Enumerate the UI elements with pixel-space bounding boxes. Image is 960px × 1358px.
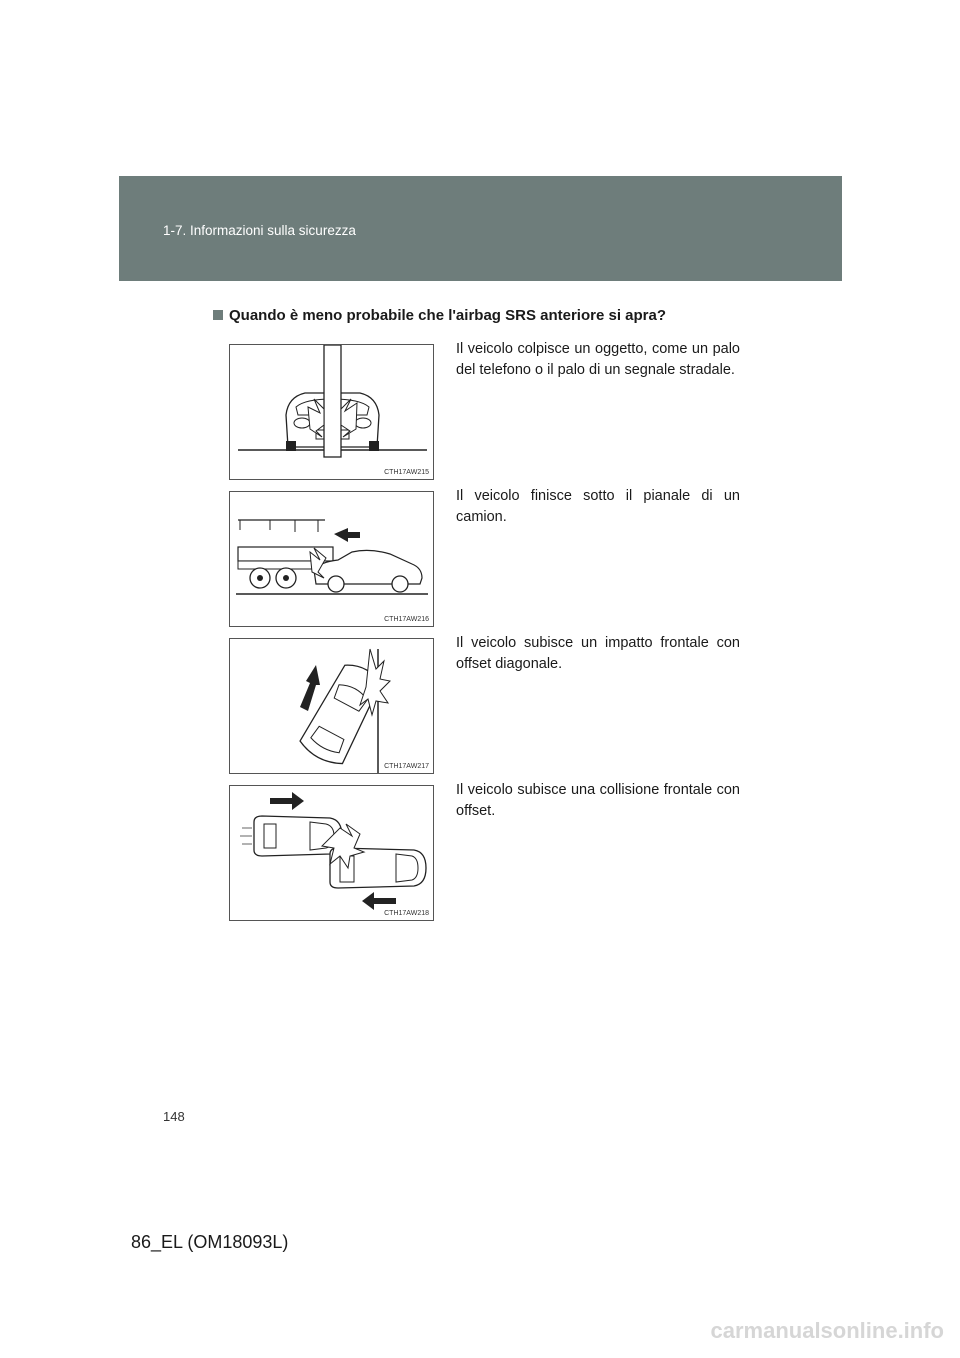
- section-header-bar: [119, 176, 842, 281]
- figure-offset-collision: [229, 785, 434, 921]
- figure-diagonal-impact: [229, 638, 434, 774]
- page-number: 148: [163, 1109, 185, 1124]
- offset-collision-icon: [230, 786, 434, 921]
- diagonal-impact-icon: [230, 639, 434, 774]
- figure-pole-impact: [229, 344, 434, 480]
- figure-code: CTH17AW215: [384, 469, 429, 476]
- figure-truck-underride: [229, 491, 434, 627]
- truck-underride-icon: [230, 492, 434, 627]
- section-title: 1-7. Informazioni sulla sicurezza: [163, 223, 356, 238]
- pole-impact-icon: [230, 345, 434, 480]
- heading-text: Quando è meno probabile che l'airbag SRS anteriore si apra?: [229, 307, 667, 324]
- watermark: carmanualsonline.info: [710, 1318, 944, 1343]
- item-description: Il veicolo subisce un impatto frontale con offset diagonale.: [456, 635, 740, 672]
- figure-code: CTH17AW218: [384, 910, 429, 917]
- item-description: Il veicolo colpisce un oggetto, come un palo del telefono o il palo di un segnale stradale.: [456, 341, 740, 378]
- footer-code: 86_EL (OM18093L): [131, 1232, 289, 1252]
- item-description: Il veicolo subisce una collisione frontale con offset.: [456, 782, 740, 819]
- item-description: Il veicolo finisce sotto il pianale di un camion.: [456, 488, 740, 525]
- figure-code: CTH17AW217: [384, 763, 429, 770]
- section-heading: [213, 307, 666, 324]
- figure-code: CTH17AW216: [384, 616, 429, 623]
- square-bullet-icon: [213, 310, 223, 320]
